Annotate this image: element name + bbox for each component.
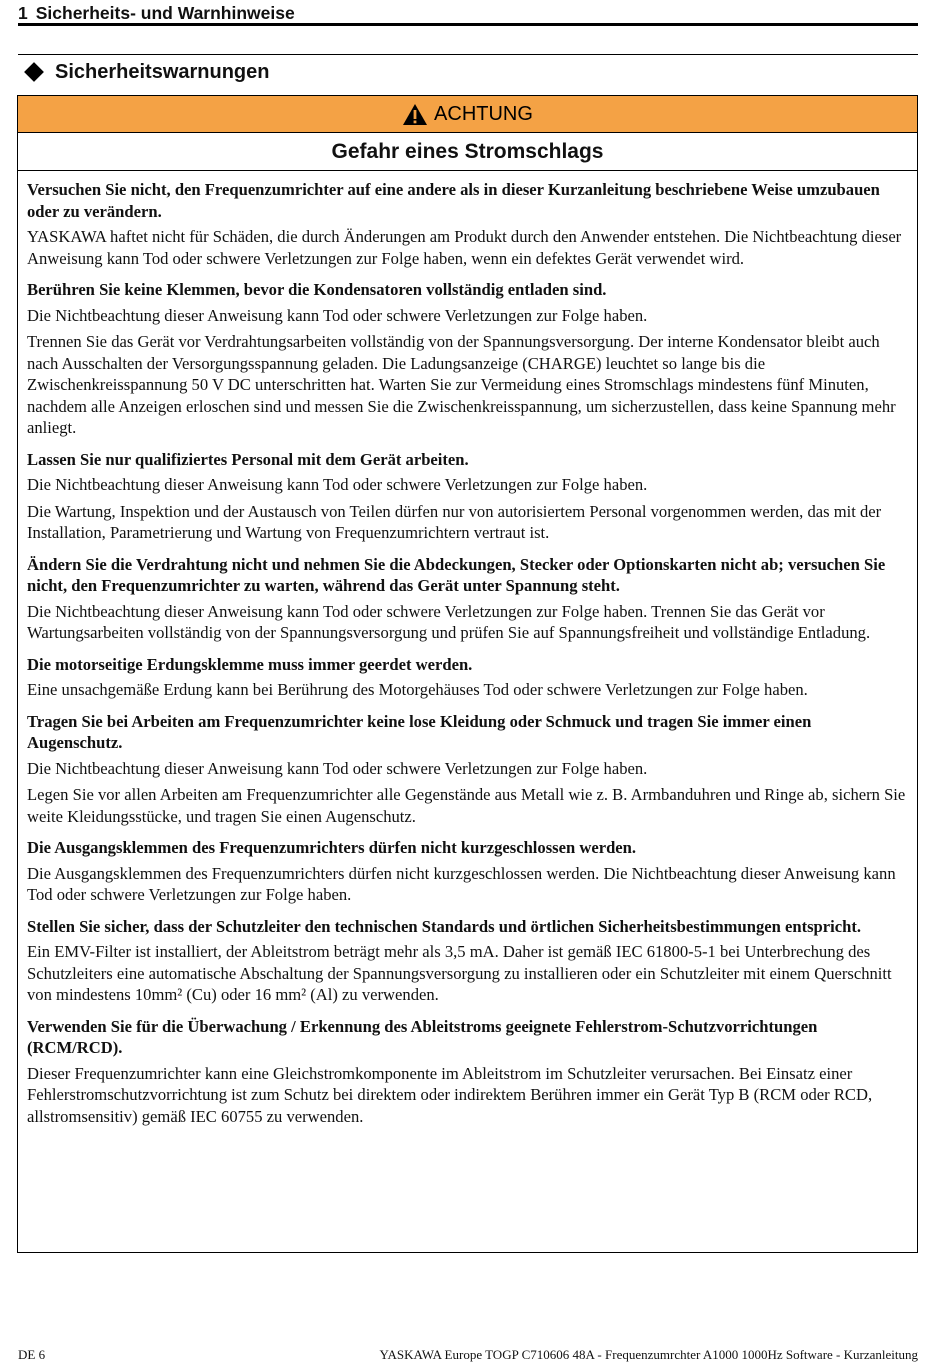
warning-item-text: Legen Sie vor allen Arbeiten am Frequenzumrichter alle Gegenstände aus Metall wie z. B. Armbanduhren und Ringe ab, sichern Sie weite Kleidungsstücke, und tragen Sie einen Augenschutz. (27, 785, 906, 826)
section-divider (18, 54, 918, 55)
chapter-title: Sicherheits- und Warnhinweise (35, 3, 295, 23)
warning-item-heading: Verwenden Sie für die Überwachung / Erkennung des Ableitstroms geeignete Fehlerstrom-Schutzvorrichtungen (RCM/RCD). (27, 1016, 818, 1057)
diamond-bullet-icon (24, 62, 44, 82)
document-title: YASKAWA Europe TOGP C710606 48A - Frequenzumrchter A1000 1000Hz Software - Kurzanleitung (379, 1347, 918, 1362)
page-number: DE 6 (18, 1347, 46, 1362)
warning-item-heading: Die Ausgangsklemmen des Frequenzumrichters dürfen nicht kurzgeschlossen werden. (27, 838, 637, 857)
warning-item-heading: Ändern Sie die Verdrahtung nicht und nehmen Sie die Abdeckungen, Stecker oder Optionskarten nicht ab; versuchen Sie nicht, den Frequenzumrichter zu warten, während das Gerät unter Spannung steht. (27, 554, 886, 595)
section-heading (22, 58, 270, 86)
warning-item (27, 654, 908, 701)
warning-item-text: Dieser Frequenzumrichter kann eine Gleichstromkomponente im Ableitstrom im Schutzleiter verursachen. Bei Einsatz einer Fehlerstromschutzvorrichtung ist zum Schutz bei direktem oder indirektem Berühren immer ein Gerät Typ B (RCM oder RCD, allstromsensitiv) gemäß IEC 60755 zu verwenden. (27, 1063, 873, 1126)
warning-item-heading: Lassen Sie nur qualifiziertes Personal mit dem Gerät arbeiten. (27, 449, 469, 469)
warning-item-text: YASKAWA haftet nicht für Schäden, die durch Änderungen am Produkt durch den Anwender entstehen. Die Nichtbeachtung dieser Anweisung kann Tod oder schwere Verletzungen zur Folge haben, wenn ein defektes Gerät verwendet wird. (27, 227, 902, 268)
warning-triangle-icon (402, 103, 428, 126)
hazard-title: Gefahr eines Stromschlags (18, 133, 917, 171)
warning-item-heading: Berühren Sie keine Klemmen, bevor die Kondensatoren vollständig entladen sind. (27, 280, 607, 299)
warning-label: ACHTUNG (434, 102, 533, 125)
warning-item-text: Die Wartung, Inspektion und der Austausch von Teilen dürfen nur von autorisiertem Personal vorgenommen werden, das mit der Installation, Parametrierung und Wartung von Frequenzumrichtern vertraut ist. (27, 501, 882, 542)
warning-item (27, 916, 908, 1006)
warning-item-heading: Stellen Sie sicher, dass der Schutzleiter den technischen Standards und örtlichen Sicherheitsbestimmungen entspricht. (27, 916, 862, 936)
warning-item-text: Die Nichtbeachtung dieser Anweisung kann Tod oder schwere Verletzungen zur Folge haben. (27, 475, 648, 494)
warning-item-text: Trennen Sie das Gerät vor Verdrahtungsarbeiten vollständig von der Spannungsversorgung. Der interne Kondensator bleibt auch nach Ausschalten der Versorgungsspannung geladen. Die Ladungsanzeige (CHARGE) leuchtet so lange bis die Zwischenkreisspannung 50 V DC unterschritten hat. Warten Sie zur Vermeidung eines Stromschlags mindestens fünf Minuten, nachdem alle Anzeigen erloschen sind und messen Sie die Zwischenkreisspannung, um sicherzustellen, dass keine Spannung mehr anliegt. (27, 332, 896, 437)
warning-item (27, 1016, 908, 1128)
section-title: Sicherheitswarnungen (55, 60, 270, 83)
warning-body (18, 171, 917, 1127)
warning-item-heading: Versuchen Sie nicht, den Frequenzumrichter auf eine andere als in dieser Kurzanleitung beschriebene Weise umzubauen oder zu verändern. (27, 180, 880, 221)
warning-box (17, 95, 918, 1253)
warning-item-text: Ein EMV-Filter ist installiert, der Ableitstrom beträgt mehr als 3,5 mA. Daher ist gemäß IEC 61800-5-1 bei Unterbrechung des Schutzleiters eine automatische Abschaltung der Spannungsversorgung zu installieren oder ein Schutzleiter mit einem Querschnitt von mindestens 10mm² (Cu) oder 16 mm² (Al) zu verwenden. (27, 942, 892, 1004)
warning-item-text: Die Ausgangsklemmen des Frequenzumrichters dürfen nicht kurzgeschlossen werden. Die Nichtbeachtung dieser Anweisung kann Tod oder schwere Verletzungen zur Folge haben. (27, 863, 896, 904)
warning-item-text: Eine unsachgemäße Erdung kann bei Berührung des Motorgehäuses Tod oder schwere Verletzungen zur Folge haben. (27, 680, 808, 699)
warning-item (27, 837, 908, 906)
warning-item (27, 449, 908, 544)
warning-item-heading: Die motorseitige Erdungsklemme muss immer geerdet werden. (27, 654, 473, 674)
warning-item (27, 279, 908, 439)
warning-header (18, 96, 917, 133)
warning-item (27, 179, 908, 269)
warning-item (27, 711, 908, 828)
chapter-number: 1 (18, 3, 28, 23)
warning-item-text: Die Nichtbeachtung dieser Anweisung kann Tod oder schwere Verletzungen zur Folge haben. Trennen Sie das Gerät vor Wartungsarbeiten vollständig von der Spannungsversorgung und prüfen Sie auf Spannungsfreiheit und vollständige Entladung. (27, 601, 871, 642)
chapter-header (18, 3, 918, 26)
warning-item-text: Die Nichtbeachtung dieser Anweisung kann Tod oder schwere Verletzungen zur Folge haben. (27, 305, 648, 325)
warning-item-text: Die Nichtbeachtung dieser Anweisung kann Tod oder schwere Verletzungen zur Folge haben. (27, 758, 648, 778)
warning-item (27, 554, 908, 644)
warning-item-heading: Tragen Sie bei Arbeiten am Frequenzumrichter keine lose Kleidung oder Schmuck und tragen Sie immer einen Augenschutz. (27, 711, 812, 752)
